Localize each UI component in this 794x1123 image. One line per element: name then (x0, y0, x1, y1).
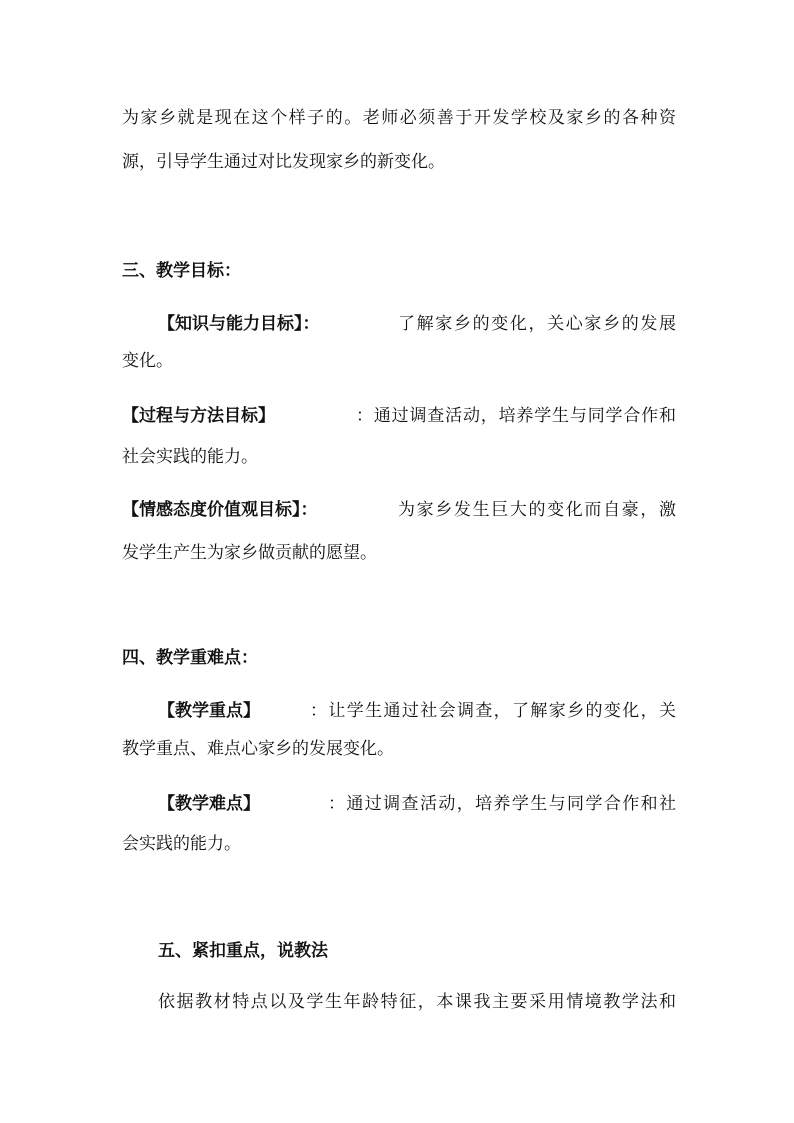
objective-text: ：通过调查活动，培养学生与同学合作和 (356, 406, 676, 426)
keypoint-text: ：让学生通过社会调查，了解家乡的变化，关 (310, 701, 676, 721)
paragraph-line: 源，引导学生通过对比发现家乡的新变化。 (122, 152, 445, 172)
objective-text: 了解家乡的变化，关心家乡的发展 (398, 314, 676, 334)
section-heading: 四、教学重难点： (122, 648, 258, 668)
keypoint-text: ：通过调查活动，培养学生与同学合作和社 (328, 794, 676, 814)
keypoint-label: 【教学难点】 (158, 794, 260, 814)
objective-text: 发学生产生为家乡做贡献的愿望。 (122, 543, 377, 563)
section-heading: 五、紧扣重点，说教法 (158, 941, 328, 961)
keypoint-text: 会实践的能力。 (122, 834, 241, 854)
keypoint-text: 教学重点、难点心家乡的发展变化。 (122, 739, 394, 759)
paragraph-line: 依据教材特点以及学生年龄特征，本课我主要采用情境教学法和 (158, 992, 676, 1012)
objective-text: 社会实践的能力。 (122, 447, 258, 467)
objective-label: 【过程与方法目标】 (122, 406, 275, 426)
paragraph-line: 为家乡就是现在这个样子的。老师必须善于开发学校及家乡的各种资 (122, 108, 676, 128)
objective-text: 变化。 (122, 351, 173, 371)
keypoint-label: 【教学重点】 (158, 701, 260, 721)
objective-label: 【知识与能力目标】： (158, 314, 320, 334)
objective-text: 为家乡发生巨大的变化而自豪，激 (398, 500, 676, 520)
objective-label: 【情感态度价值观目标】： (122, 500, 318, 520)
section-heading: 三、教学目标： (122, 261, 241, 281)
